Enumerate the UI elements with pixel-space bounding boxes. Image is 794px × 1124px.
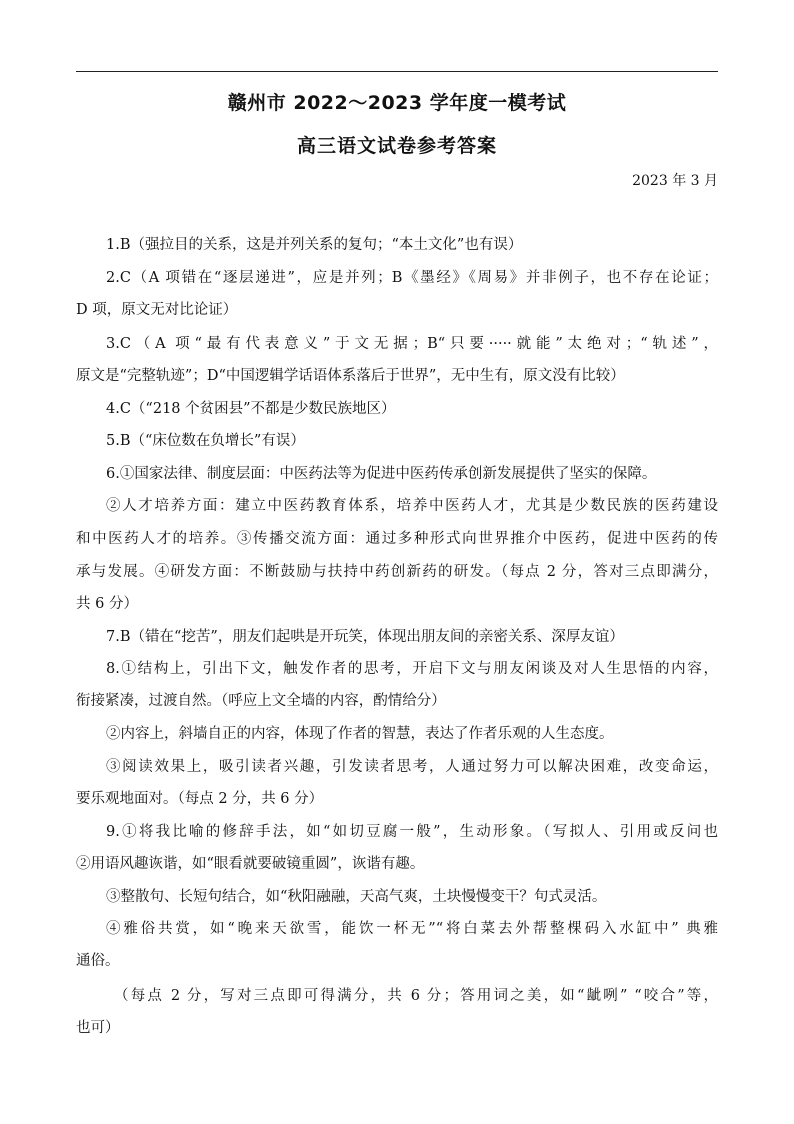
answer-line: 3.C（A 项“最有代表意义”于文无据；B“只要·····就能”太绝对；“轨述”， — [106, 336, 718, 352]
answer-line: 5.B（“床位数在负增长”有误） — [106, 433, 305, 449]
answer-line: 4.C（“218 个贫困县”不都是少数民族地区） — [106, 401, 396, 417]
answer-line: 共 6 分） — [76, 596, 138, 612]
answer-line: ②内容上，斜墙自正的内容，体现了作者的智慧，表达了作者乐观的人生态度。 — [106, 726, 614, 742]
answer-line: ②用语风趣诙谐，如“眼看就要破镜重圆”，诙谐有趣。 — [76, 856, 425, 872]
answer-line: 原文是“完整轨迹”；D“中国逻辑学话语体系落后于世界”，无中生有，原文没有比较） — [76, 368, 625, 384]
answer-line: 1.B（强拉目的关系，这是并列关系的复句；“本土文化”也有误） — [106, 237, 523, 253]
answer-line: D 项，原文无对比论证） — [76, 302, 238, 318]
document-date: 2023 年 3 月 — [632, 173, 718, 189]
answer-line: ④雅俗共赏，如“晚来天欲雪，能饮一杯无”“将白菜去外帮整棵码入水缸中” 典雅 — [106, 921, 718, 937]
answer-line: 衔接紧凑，过渡自然。（呼应上文全墙的内容，酌情给分） — [76, 693, 446, 709]
answer-line: 9.①将我比喻的修辞手法，如“如切豆腐一般”，生动形象。（写拟人、引用或反问也 — [106, 824, 718, 840]
document-subtitle: 高三语文试卷参考答案 — [296, 135, 497, 157]
answer-line: 承与发展。④研发方面：不断鼓励与扶持中药创新药的研发。（每点 2 分，答对三点即满分， — [76, 564, 718, 580]
answer-line: （每点 2 分，写对三点即可得满分，共 6 分；答用词之美，如“龇咧” “咬合”等， — [114, 988, 718, 1004]
answer-line: 和中医药人才的培养。③传播交流方面：通过多种形式向世界推介中医药，促进中医药的传 — [76, 531, 718, 547]
answer-line: 通俗。 — [76, 953, 120, 969]
answer-line: 8.①结构上，引出下文，触发作者的思考，开启下文与朋友闲谈及对人生思悟的内容， — [106, 661, 718, 677]
document-title: 赣州市 2022～2023 学年度一模考试 — [227, 92, 567, 114]
answer-line: 2.C（A 项错在“逐层递进”，应是并列；B《墨经》《周易》并非例子，也不存在论证； — [106, 270, 718, 286]
answer-line: 也可） — [76, 1020, 120, 1036]
answer-line: ③阅读效果上，吸引读者兴趣，引发读者思考，人通过努力可以解决困难，改变命运， — [106, 759, 718, 775]
answer-line: 6.①国家法律、制度层面：中医药法等为促进中医药传承创新发展提供了坚实的保障。 — [106, 466, 657, 482]
answer-line: ②人才培养方面：建立中医药教育体系，培养中医药人才，尤其是少数民族的医药建设 — [106, 498, 718, 514]
answer-line: 7.B（错在“挖苦”，朋友们起哄是开玩笑，体现出朋友间的亲密关系、深厚友谊） — [106, 629, 624, 645]
answer-line: ③整散句、长短句结合，如“秋阳融融，天高气爽，土块慢慢变干？句式灵活。 — [106, 889, 607, 905]
top-rule — [76, 71, 718, 72]
answer-line: 要乐观地面对。（每点 2 分，共 6 分） — [76, 791, 324, 807]
